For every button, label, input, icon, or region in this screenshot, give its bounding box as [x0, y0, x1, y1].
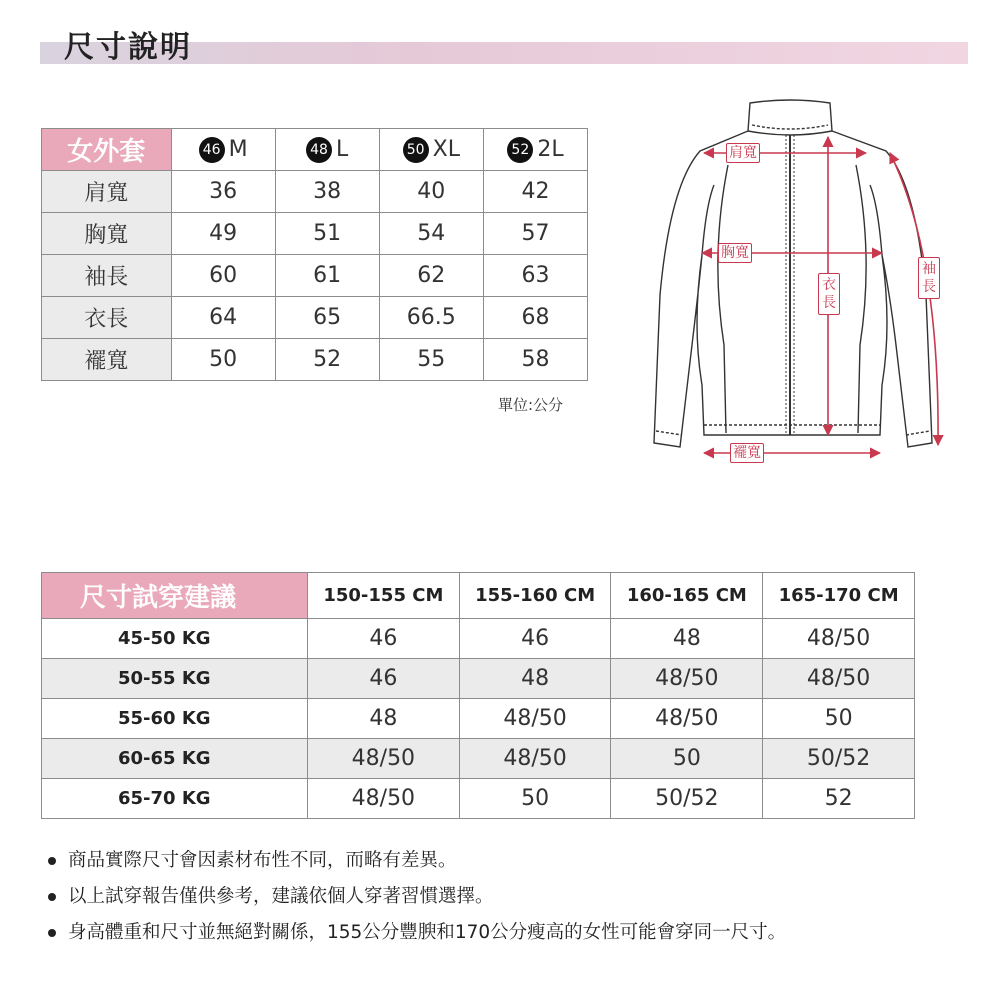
size-header-label: XL	[432, 136, 460, 162]
table-cell: 57	[483, 213, 587, 255]
table-cell: 42	[483, 171, 587, 213]
table-cell: 55	[379, 339, 483, 381]
bullet-icon	[48, 857, 56, 865]
table-cell: 63	[483, 255, 587, 297]
height-header: 165-170 CM	[763, 573, 915, 619]
weight-label: 55-60 KG	[42, 699, 308, 739]
list-item	[48, 848, 988, 884]
size-number-badge: 50	[403, 137, 429, 163]
weight-label: 50-55 KG	[42, 659, 308, 699]
note-text: 身高體重和尺寸並無絕對關係，155公分豐腴和170公分瘦高的女性可能會穿同一尺寸。	[68, 922, 787, 943]
size-header-xl	[379, 129, 483, 171]
table-cell: 50	[459, 779, 611, 819]
table-cell: 36	[171, 171, 275, 213]
size-header-l	[275, 129, 379, 171]
table-row	[42, 619, 915, 659]
table-cell: 62	[379, 255, 483, 297]
list-item	[48, 920, 988, 956]
fit-table-header-row	[42, 573, 915, 619]
page-title: 尺寸說明	[64, 30, 192, 65]
size-number-badge: 48	[306, 137, 332, 163]
jacket-outline-icon	[640, 95, 960, 475]
table-cell: 66.5	[379, 297, 483, 339]
note-text: 以上試穿報告僅供參考，建議依個人穿著習慣選擇。	[68, 886, 494, 907]
table-row	[42, 255, 588, 297]
bullet-icon	[48, 929, 56, 937]
row-label: 胸寬	[42, 213, 172, 255]
sleeve-label-char-1: 袖	[922, 261, 936, 277]
table-cell: 48	[308, 699, 460, 739]
table-cell: 50/52	[763, 739, 915, 779]
table-cell: 60	[171, 255, 275, 297]
table-cell: 48/50	[611, 659, 763, 699]
table-cell: 68	[483, 297, 587, 339]
table-cell: 48/50	[459, 699, 611, 739]
table-row	[42, 171, 588, 213]
table-cell: 38	[275, 171, 379, 213]
table-cell: 48/50	[611, 699, 763, 739]
size-table	[41, 128, 588, 381]
height-header: 160-165 CM	[611, 573, 763, 619]
table-cell: 48/50	[763, 619, 915, 659]
table-row	[42, 297, 588, 339]
weight-label: 45-50 KG	[42, 619, 308, 659]
table-row	[42, 659, 915, 699]
table-cell: 50	[171, 339, 275, 381]
size-header-2l	[483, 129, 587, 171]
size-table-header-row	[42, 129, 588, 171]
size-number-badge: 52	[507, 137, 533, 163]
table-cell: 52	[763, 779, 915, 819]
table-cell: 46	[459, 619, 611, 659]
table-cell: 46	[308, 659, 460, 699]
table-cell: 48/50	[308, 779, 460, 819]
table-row	[42, 779, 915, 819]
weight-label: 65-70 KG	[42, 779, 308, 819]
table-cell: 51	[275, 213, 379, 255]
row-label: 襬寬	[42, 339, 172, 381]
size-table-corner: 女外套	[42, 129, 172, 171]
table-row	[42, 339, 588, 381]
shoulder-width-label: 肩寬	[726, 143, 760, 163]
table-cell: 48/50	[459, 739, 611, 779]
length-label-char-2: 長	[822, 295, 836, 311]
sleeve-label-char-2: 長	[922, 279, 936, 295]
note-text: 商品實際尺寸會因素材布性不同，而略有差異。	[68, 850, 457, 871]
table-cell: 46	[308, 619, 460, 659]
row-label: 衣長	[42, 297, 172, 339]
length-label-char-1: 衣	[822, 277, 836, 293]
bullet-icon	[48, 893, 56, 901]
height-header: 155-160 CM	[459, 573, 611, 619]
table-row	[42, 739, 915, 779]
list-item	[48, 884, 988, 920]
table-cell: 65	[275, 297, 379, 339]
table-row	[42, 213, 588, 255]
table-cell: 54	[379, 213, 483, 255]
length-label	[818, 273, 840, 315]
size-header-label: M	[228, 136, 248, 162]
height-header: 150-155 CM	[308, 573, 460, 619]
table-row	[42, 699, 915, 739]
jacket-measurement-diagram	[640, 95, 960, 475]
sleeve-length-label	[918, 257, 940, 299]
section-title	[40, 22, 970, 68]
hem-width-label: 襬寬	[730, 443, 764, 463]
table-cell: 49	[171, 213, 275, 255]
table-cell: 48/50	[308, 739, 460, 779]
table-cell: 50	[611, 739, 763, 779]
unit-note: 單位:公分	[498, 396, 564, 414]
row-label: 肩寬	[42, 171, 172, 213]
table-cell: 48	[459, 659, 611, 699]
table-cell: 48	[611, 619, 763, 659]
row-label: 袖長	[42, 255, 172, 297]
table-cell: 61	[275, 255, 379, 297]
table-cell: 58	[483, 339, 587, 381]
table-cell: 50	[763, 699, 915, 739]
table-cell: 40	[379, 171, 483, 213]
table-cell: 52	[275, 339, 379, 381]
size-header-label: 2L	[537, 136, 564, 162]
fit-table-corner: 尺寸試穿建議	[42, 573, 308, 619]
chest-width-label: 胸寬	[718, 243, 752, 263]
size-header-label: L	[336, 136, 349, 162]
table-cell: 48/50	[763, 659, 915, 699]
notes-list	[48, 848, 988, 956]
fit-suggestion-table	[41, 572, 915, 819]
weight-label: 60-65 KG	[42, 739, 308, 779]
table-cell: 50/52	[611, 779, 763, 819]
size-header-m	[171, 129, 275, 171]
table-cell: 64	[171, 297, 275, 339]
size-number-badge: 46	[199, 137, 225, 163]
